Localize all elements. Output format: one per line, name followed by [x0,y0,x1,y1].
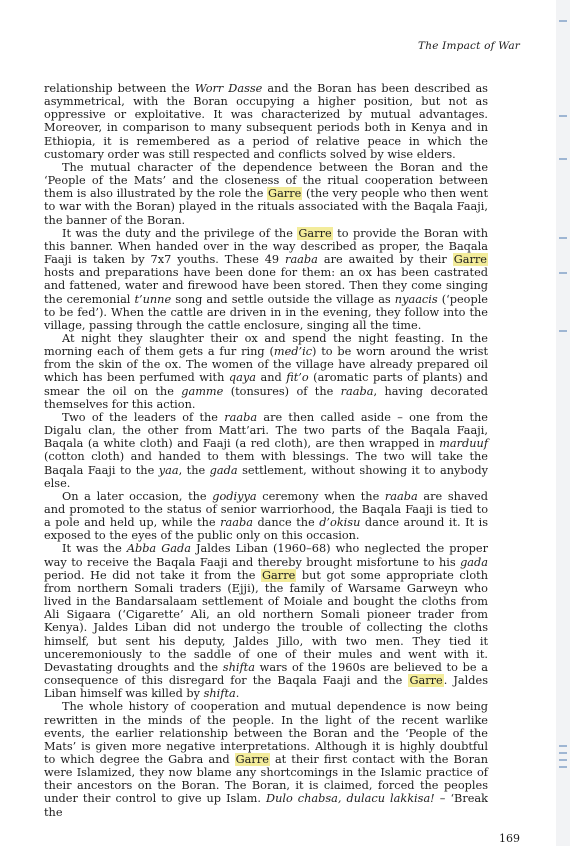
text-run: , the [178,463,210,477]
italic-term: gamme [181,384,224,398]
italic-term: fit’o [286,371,309,385]
italic-term: Worr Dasse [194,82,263,95]
annotation-marker [559,745,567,747]
italic-term: Abba Gada [126,542,191,556]
text-run: and [255,371,287,385]
text-run: Jaldes Liban (1960–68) who neglected the proper way to receive the Baqala Faaji and thereby brought misfortune to his [44,542,488,569]
paragraph [44,82,488,161]
annotation-marker [559,20,567,22]
text-run: relationship between the [44,82,195,95]
italic-term: d’okisu [319,516,361,530]
text-run: (tonsures) of the [223,384,341,398]
annotation-marker [559,158,567,160]
annotation-marker [559,766,567,768]
italic-term: qaya [228,371,256,385]
italic-term: shifta [203,687,236,701]
text-run: to provide the Boran with this banner. When handed over in the way described as proper, the Baqala Faaji is taken by 7x7 youths. These 49 [44,226,488,267]
annotation-marker [559,237,567,239]
text-run: It was the [62,542,127,556]
annotation-marker [559,330,567,332]
text-run: settlement, without showing it to anybody else. [44,463,489,490]
paragraph [44,161,488,227]
annotation-marker [559,759,567,761]
text-run: but got some appropriate cloth from northern Somali traders (Ejji), the family of Warsame Garweyn who lived in the Bandarsalaam settlement of Moiale and bought the cloths from Ali Sigaara (‘Cigarette’ Ali, an old northern Somali pioneer trader from Kenya). Jaldes Liban did not undergo the trouble of collecting the cloths himself, but sent his deputy, Jaldes Jillo, with two men. They tied it unceremoniously to the saddle of one of their mules and went with it. Devastating droughts and the [44,568,488,674]
paragraph [44,227,488,332]
text-run: (‘people to be fed’). When the cattle are driven in in the evening, they follow into the village, passing through the cattle enclosure, singing all the time. [44,292,488,332]
text-run: song and settle outside the village as [171,292,395,306]
highlighted-term: Garre [262,568,296,582]
text-run: (cotton cloth) and handed to them with blessings. The two will take the Baqala Faaji to the [44,450,488,477]
running-head: The Impact of War [418,40,520,52]
italic-term: Dulo chabsa, dulacu lakkisa! [266,792,435,806]
paragraph [44,542,488,700]
text-run: , having decorated themselves for this action. [44,384,488,411]
annotation-marker [559,752,567,754]
text-run: (the very people who then went to war with the Boran) played in the rituals associated with the Baqala Faaji, the banner of the Boran. [44,187,488,227]
highlighted-term: Garre [409,674,443,688]
italic-term: t’unne [134,292,172,306]
text-run: at their first contact with the Boran were Islamized, they now blame any shortcomings in the Islamic practice of their ancestors on the Boran. The Boran, it is claimed, forced the peoples under their control to give up Islam. [44,752,489,806]
text-run: The whole history of cooperation and mutual dependence is now being rewritten in the minds of the people. In the light of the recent warlike events, the earlier relationship between the Boran and the ‘People of the Mats’ is given more negative interpretations. Although it is highly doubtful to which degree the Gabra and [44,700,488,766]
text-run: It was the duty and the privilege of the [62,226,298,240]
highlighted-term: Garre [298,226,332,240]
text-run: On a later occasion, the [62,489,213,503]
text-run: period. He did not take it from the [44,568,262,582]
italic-term: marduuf [439,437,488,451]
paragraph [44,332,488,411]
paragraph [44,490,488,543]
text-run: ) to be worn around the wrist from the skin of the ox. The women of the village have already prepared oil which has been perfumed with [44,345,488,385]
paragraph [44,411,488,490]
italic-term: raaba [220,516,253,530]
text-run: ceremony when the [256,489,385,503]
italic-term: gada [460,555,488,569]
text-run: are awaited by their [317,253,453,267]
text-run: hosts and preparations have been done for them: an ox has been castrated and fattened, water and firewood have been stored. Then they come singing the ceremonial [44,266,488,306]
italic-term: raaba [340,384,374,398]
text-run: (aromatic parts of plants) and smear the oil on the [44,371,488,398]
italic-term: raaba [384,489,418,503]
italic-term: godiyya [212,489,257,503]
italic-term: nyaacis [394,292,438,306]
italic-term: yaa [158,463,179,477]
body-text [44,82,488,819]
highlighted-term: Garre [235,752,269,766]
italic-term: med’ic [273,345,313,359]
text-run: At night they slaughter their ox and spend the night feasting. In the morning each of them gets a fur ring ( [44,331,488,359]
highlighted-term: Garre [268,187,302,201]
italic-term: raaba [285,253,318,267]
text-run: Two of the leaders of the [62,410,225,424]
text-run: The mutual character of the dependence between the Boran and the ‘People of the Mats’ and the closeness of the ritual cooperation between them is also illustrated by the role the [44,160,488,201]
text-run: wars of the 1960s are believed to be a consequence of this disregard for the Baqala Faaji and the [44,660,488,688]
text-run: dance around it. It is exposed to the eyes of the public only on this occasion. [44,516,488,543]
page-number: 169 [499,832,520,845]
text-run: . Jaldes Liban himself was killed by [44,674,488,701]
text-run: dance the [252,516,320,530]
highlighted-term: Garre [453,253,487,267]
italic-term: raaba [224,410,258,424]
text-run: . [235,687,240,701]
text-run: and the Boran has been described as asymmetrical, with the Boran occupying a higher position, but not as oppressive or exploitative. It was characterized by mutual advantages. Moreover, in comparison to many subsequent periods both in Kenya and in Ethiopia, it is remembered as a period of relative peace in which the customary order was still respected and conflicts solved by wise elders. [44,82,488,161]
annotation-marker [559,272,567,274]
text-run: are then called aside – one from the Digalu clan, the other from Matt’ari. The two parts of the Baqala Faaji, Baqala (a white cloth) and Faaji (a red cloth), are then wrapped in [44,410,488,451]
italic-term: gada [209,463,238,477]
text-run: are shaved and promoted to the status of senior warriorhood, the Baqala Faaji is tied to a pole and held up, while the [44,489,488,530]
annotation-marker [559,115,567,117]
right-scroll-strip [556,0,570,846]
text-run: – ‘Break the [44,792,488,819]
paragraph [44,700,488,818]
italic-term: shifta [222,660,255,674]
